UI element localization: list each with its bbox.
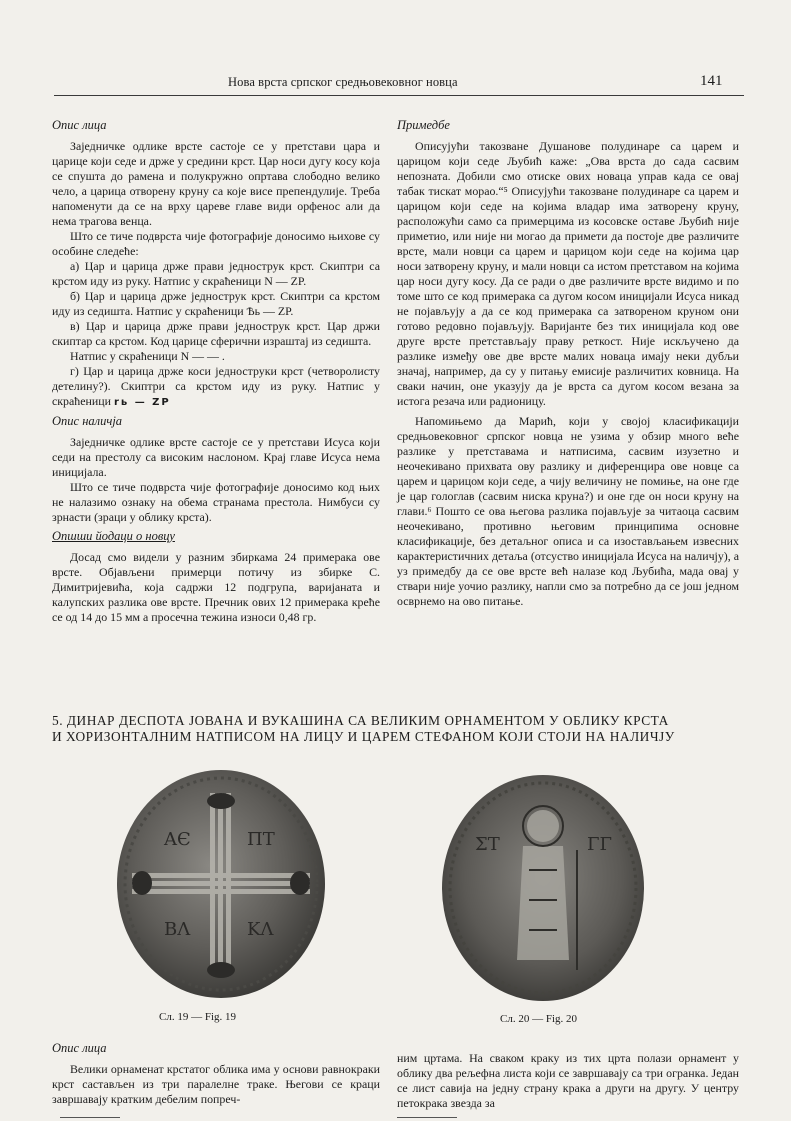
paragraph: Што се тиче подврста чије фотографије доносимо њихове су особине следеће: [52,229,380,258]
svg-text:ΒΛ: ΒΛ [164,919,191,940]
paragraph: Велики орнаменат крстатог облика има у основи равнокраки крст састављен из три паралелне траке. Његови се краци завршавају кратким дебелим попреч- [52,1062,380,1106]
svg-text:ΓΓ: ΓΓ [587,834,612,855]
paragraph-with-note [52,364,380,410]
heading-reverse: Опис наличја [52,414,123,428]
right-column [397,118,739,609]
bottom-right-column [397,1051,739,1111]
figure-19-caption: Сл. 19 — Fig. 19 [159,1011,236,1023]
paragraph: Описујући такозване Душанове полудинаре са царем и царицом који седе Љубић каже: „Ова врста до сада сасвим непозната. Добили смо отиске ових новаца управ када се овај табак тискат морао.“⁵ Описујући такозване полудинаре са царем и царицом који седе на којима владар има затворену круну, расположући само са примерцима из косовске оставе Љубић није приметио, или није ни могао да примети да постоје две различите врсте, мали новци са царем и царицом који седе на којима цар носи затворену круну, и мали новци са истом претставом на којима цар носи дугу косу. Да се ради о две различите врсте видимо и по томе што се код примерака са дугом косом иницијали Исуса никад не појављују а да се код примерака са затвореном круном они готово редовно појављују. Варијанте без тих иницијала код ове друге врсте претстављају праву реткост. Није искључено да разлике између ове две врсте малих новаца имају неки дубљи значај, например, да су у питању емисије различитих ковница. На сваки начин, оне указују да је врста са дугом косом везана за истога резача или радионицу. [397,139,739,408]
paragraph: в) Цар и царица држе прави једнострук крст. Цар држи скиптар са крстом. Код царице сферични израштај из седишта. [52,319,380,348]
running-title: Нова врста српског средњовековног новца [228,75,458,89]
paragraph: Заједничке одлике врсте састоје се у претстави Исуса који седи на престолу са високим наслоном. Крај главе Исуса нема иницијала. [52,435,380,479]
header-rule [54,95,744,96]
bottom-left-column [52,1041,380,1107]
paragraph: Што се тиче подврста чије фотографије доносимо код њих не налазимо ознаку на обема странама престола. Нимбуси су зрнасти (зраци у облику крста). [52,480,380,524]
section-heading [52,713,742,745]
heading-obverse: Опис лица [52,118,107,132]
footnote-rule [60,1117,120,1118]
heading-remarks: Примедбе [397,118,450,132]
heading-obverse: Опис лица [52,1041,107,1055]
paragraph: ним цртама. На сваком краку из тих црта полази орнамент у облику два рељефна листа који се завршавају са три огранка. Један се лист савија на једну страну крака а други на другу. У центру петокрака звезда за [397,1051,739,1110]
paragraph: Натпис у скраћеници N — — . [70,349,225,363]
figure-20-caption: Сл. 20 — Fig. 20 [500,1013,577,1025]
svg-text:ΑЄ: ΑЄ [164,829,191,850]
svg-text:ΚΛ: ΚΛ [247,919,274,940]
coin-fig19-image [112,765,330,1003]
paragraph: а) Цар и царица држе прави једнострук крст. Скиптри са крстом иду из руку. Натпис у скраћеници N — ZP. [52,259,380,288]
paragraph: Заједничке одлике врсте састоје се у претстави цара и царице који седе и држе у средини крст. Цар носи дугу косу која се спушта до рамена и полукружно опртава слободно велико чело, а царица отворену круну са које висе препендулије. Треба напоменути да се на врху цареве главе види орфенос али да нема трагова венца. [52,139,380,228]
svg-text:ΣΤ: ΣΤ [475,834,500,855]
section-heading-line: И ХОРИЗОНТАЛНИМ НАТПИСОМ НА ЛИЦУ И ЦАРЕМ СТЕФАНОМ КОЈИ СТОЈИ НА НАЛИЧЈУ [52,729,675,744]
handwritten-note: rь — ZP [113,397,171,408]
paragraph: б) Цар и царица држе једнострук крст. Скиптри са крстом иду из седишта. Натпис у скраћеници Ѣь — ZP. [52,289,380,318]
page-number: 141 [700,73,723,89]
paragraph: г) Цар и царица држе коси једноструки крст (четворолисту детелину?). Скиптри са крстом иду из руку. Натпис у скраћеници [52,364,380,408]
svg-text:ΠΤ: ΠΤ [247,829,275,850]
paragraph: Напомињемо да Марић, који у својој класификацији средњовековног српског новца не узима у обзир много веће разлике у претставама и натписима, сасвим изузетно и неочекивано прихвата ову разлику и диференцира ове новце са царем и царицом који седе, а чију величину не помиње, на оне где је цар гологлав (сасвим ниска круна?) и оне где он носи круну на глави.⁶ Пошто се ова његова разлика појављује за читаоца сасвим неочекивано, противно његовим принципима основне класификације, без детаљног описа и са изостављањем извесних карактеристичних детаља (отсуство иницијала Исуса на наличју), а уз примедбу да се ове врсте већ налазе код Љубића, мада овај у ствари није уочио разлику, напли смо за потребно да се још једном осврнемо на ово питање. [397,414,739,608]
coin-fig20-image [437,770,649,1006]
heading-general-data: Опшши йодаци о новцу [52,529,175,543]
section-heading-line: 5. ДИНАР ДЕСПОТА ЈОВАНА И ВУКАШИНА СА ВЕЛИКИМ ОРНАМЕНТОМ У ОБЛИКУ КРСТА [52,713,669,728]
paragraph: Досад смо видели у разним збиркама 24 примерака ове врсте. Објављени примерци потичу из збирке С. Димитријевића, која садржи 12 подгрупа, варијаната и калупских разлика ове врсте. Пречник ових 12 примерака креће се од 14 до 15 мм а просечна тежина износи 0,48 гр. [52,550,380,624]
footnote-rule [397,1117,457,1118]
left-column [52,118,380,625]
